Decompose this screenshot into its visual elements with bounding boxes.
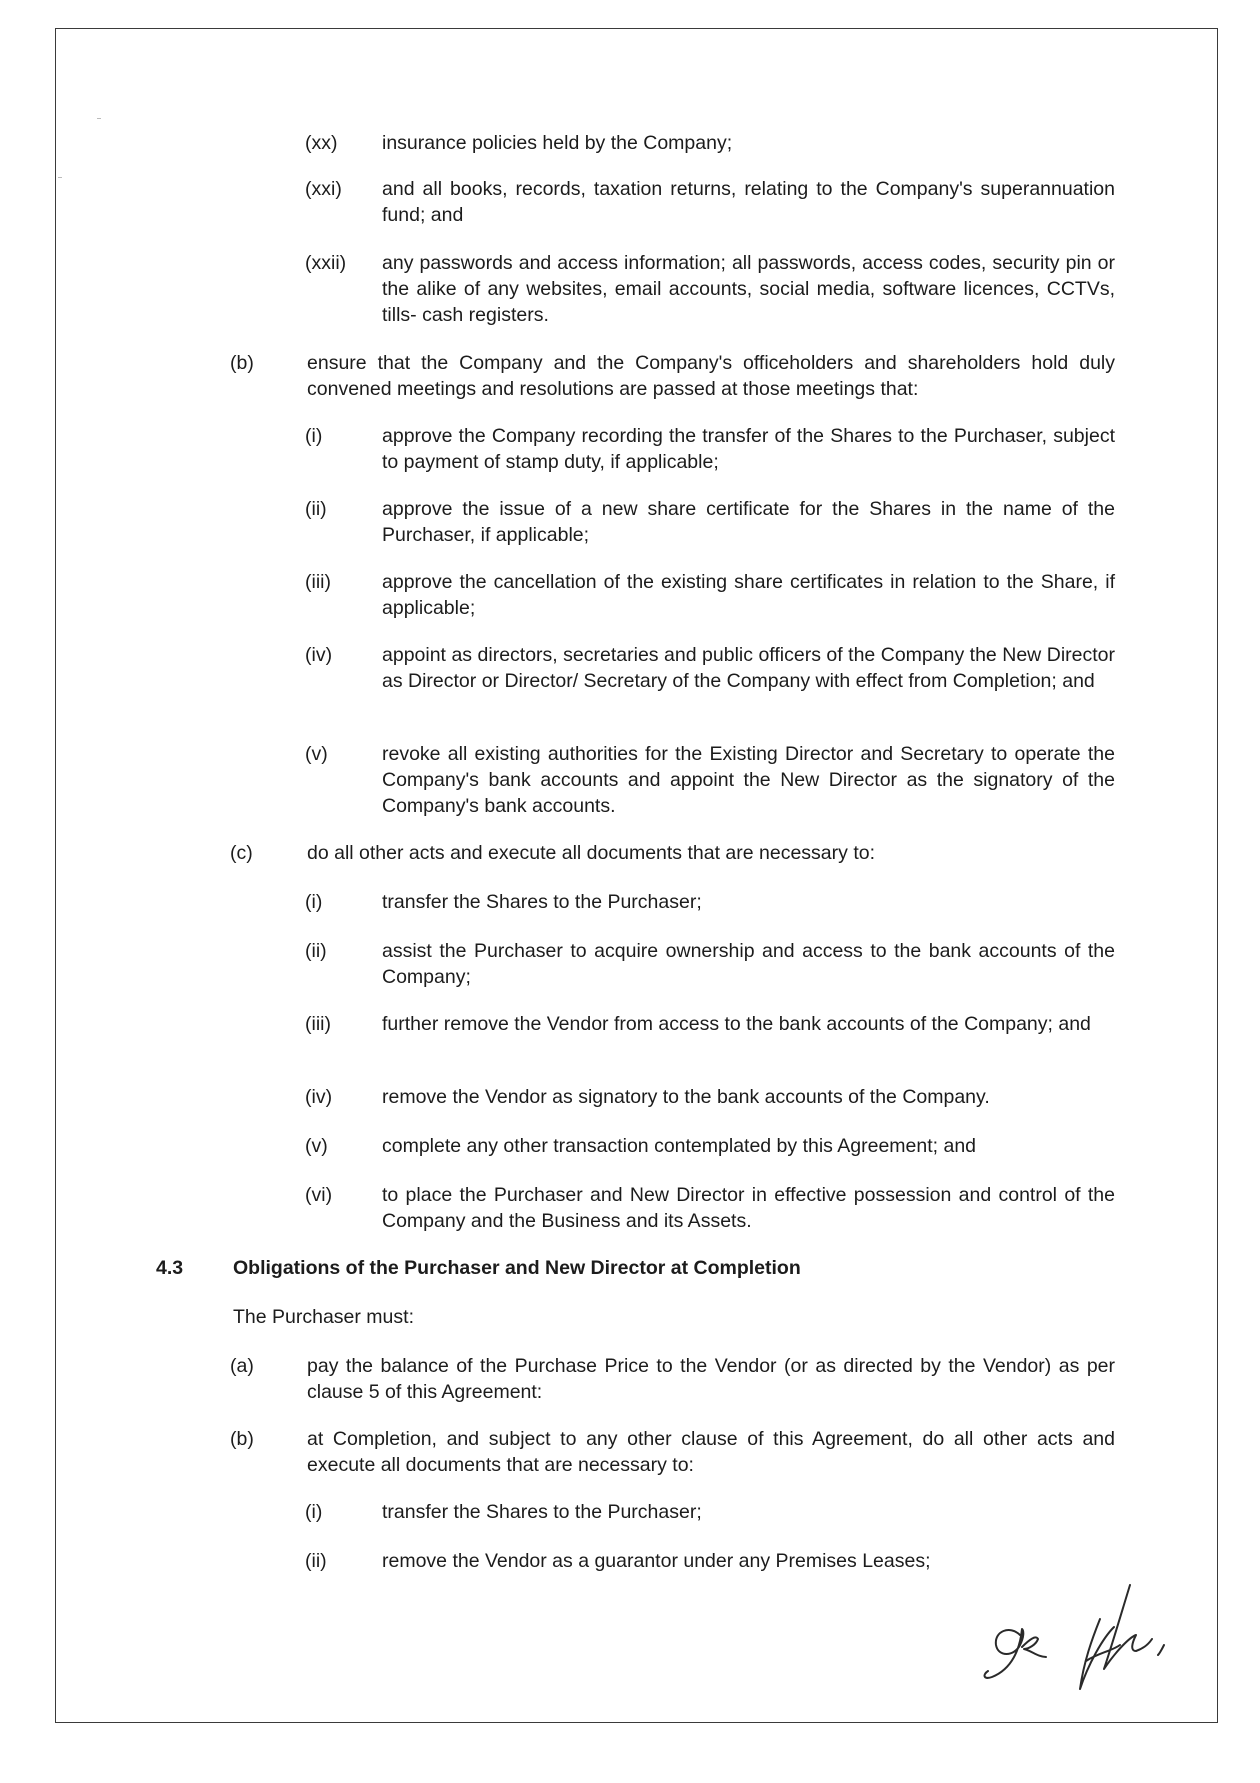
item-letter: (b) [230, 1428, 254, 1450]
item-number: (iii) [305, 571, 331, 593]
item-text: approve the issue of a new share certificate for the Shares in the name of the Purchaser, if applicable; [382, 498, 1115, 546]
item-number: (xxi) [305, 178, 342, 200]
clause-title: Obligations of the Purchaser and New Director at Completion [233, 1257, 801, 1279]
item-text: transfer the Shares to the Purchaser; [382, 891, 702, 913]
item-number: (i) [305, 425, 323, 447]
item-text: approve the cancellation of the existing share certificates in relation to the Share, if applicable; [382, 571, 1115, 619]
item-text: at Completion, and subject to any other clause of this Agreement, do all other acts and execute all documents that are necessary to: [307, 1428, 1115, 1476]
item-number: (iv) [305, 1086, 333, 1108]
item-letter: (b) [230, 352, 254, 374]
item-number: (xxii) [305, 252, 347, 274]
item-text: approve the Company recording the transfer of the Shares to the Purchaser, subject to payment of stamp duty, if applicable; [382, 425, 1115, 473]
item-text: complete any other transaction contemplated by this Agreement; and [382, 1135, 977, 1157]
item-text: appoint as directors, secretaries and public officers of the Company the New Director as Director or Director/ Secretary of the Company with effect from Completion; and [382, 644, 1115, 692]
item-letter: (a) [230, 1355, 254, 1377]
item-text: further remove the Vendor from access to the bank accounts of the Company; and [382, 1013, 1091, 1035]
item-text: revoke all existing authorities for the Existing Director and Secretary to operate the Company's bank accounts and appoint the New Director as the signatory of the Company's bank accounts. [382, 743, 1115, 817]
item-letter: (c) [230, 842, 253, 864]
item-number: (iv) [305, 644, 333, 666]
item-text: remove the Vendor as signatory to the bank accounts of the Company. [382, 1086, 990, 1108]
clause-number: 4.3 [156, 1257, 184, 1279]
item-text: to place the Purchaser and New Director in effective possession and control of the Company and the Business and its Assets. [382, 1184, 1115, 1232]
item-text: and all books, records, taxation returns, relating to the Company's superannuation fund; and [382, 178, 1115, 226]
item-text: pay the balance of the Purchase Price to the Vendor (or as directed by the Vendor) as per clause 5 of this Agreement: [307, 1355, 1115, 1403]
item-number: (v) [305, 743, 328, 765]
item-number: (ii) [305, 940, 327, 962]
item-number: (xx) [305, 132, 338, 154]
item-number: (i) [305, 1501, 323, 1523]
item-text: remove the Vendor as a guarantor under any Premises Leases; [382, 1550, 931, 1572]
item-number: (ii) [305, 1550, 327, 1572]
item-text: do all other acts and execute all documents that are necessary to: [307, 842, 875, 864]
item-text: any passwords and access information; all passwords, access codes, security pin or the alike of any websites, email accounts, social media, software licences, CCTVs, tills- cash registers. [382, 252, 1115, 326]
item-text: assist the Purchaser to acquire ownership and access to the bank accounts of the Company; [382, 940, 1115, 988]
item-number: (iii) [305, 1013, 331, 1035]
item-number: (i) [305, 891, 323, 913]
scan-speck [58, 177, 62, 178]
item-number: (vi) [305, 1184, 333, 1206]
scan-speck [97, 118, 101, 119]
item-number: (ii) [305, 498, 327, 520]
clause-intro: The Purchaser must: [233, 1306, 414, 1328]
signature-initials [980, 1565, 1200, 1705]
item-text: ensure that the Company and the Company's officeholders and shareholders hold duly convened meetings and resolutions are passed at those meetings that: [307, 352, 1115, 400]
item-text: insurance policies held by the Company; [382, 132, 733, 154]
item-text: transfer the Shares to the Purchaser; [382, 1501, 702, 1523]
item-number: (v) [305, 1135, 328, 1157]
